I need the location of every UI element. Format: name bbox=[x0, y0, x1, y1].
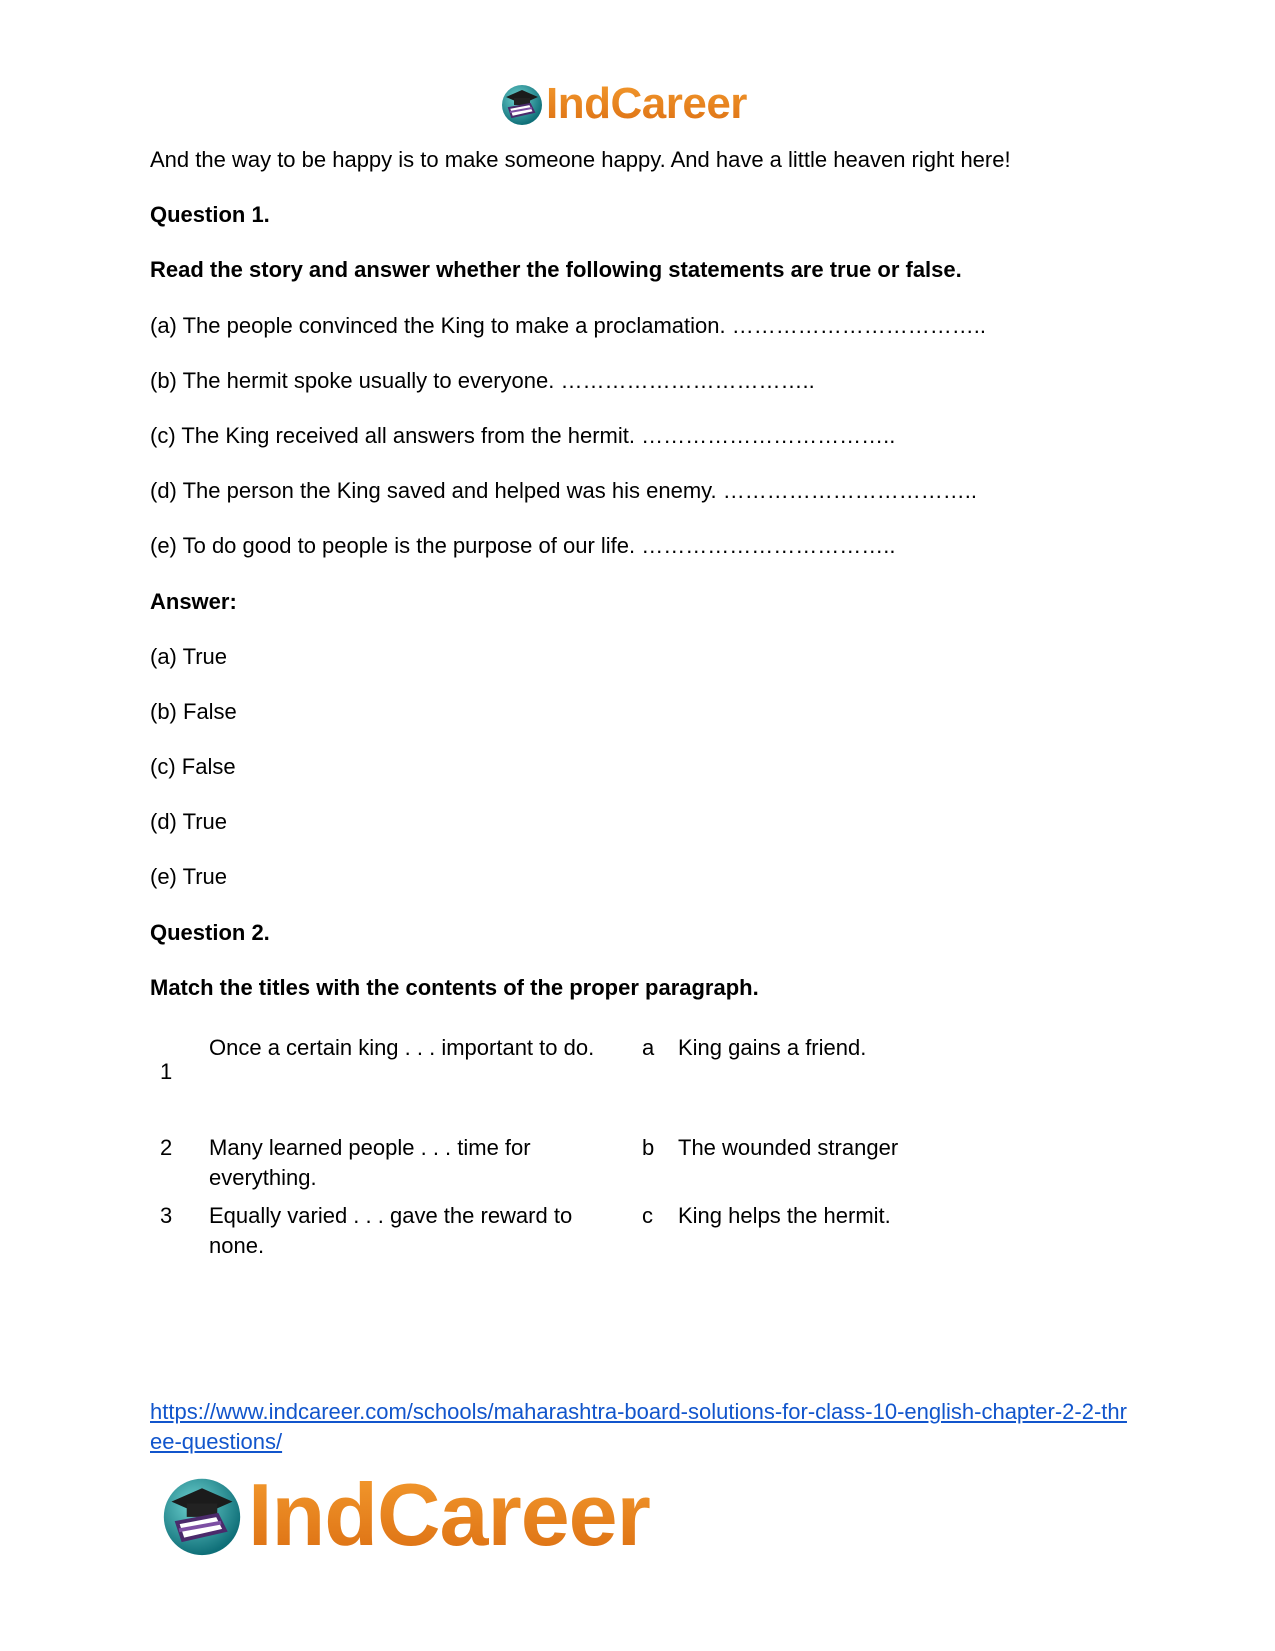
graduation-book-icon bbox=[500, 82, 544, 126]
statement-c: (c) The King received all answers from the hermit. …………………………….. bbox=[150, 422, 896, 448]
logo-wordmark: IndCareer bbox=[546, 79, 747, 128]
header-logo bbox=[500, 80, 747, 128]
row-right-text: The wounded stranger bbox=[678, 1135, 899, 1160]
question-2-instruction: Match the titles with the contents of the proper paragraph. bbox=[150, 974, 759, 1000]
row-number: 3 bbox=[160, 1203, 173, 1228]
answer-b: (b) False bbox=[150, 698, 237, 724]
statement-d: (d) The person the King saved and helped was his enemy. …………………………….. bbox=[150, 478, 977, 504]
statement-b: (b) The hermit spoke usually to everyone. …………………………….. bbox=[150, 367, 815, 393]
answer-a: (a) True bbox=[150, 643, 228, 669]
source-link[interactable]: https://www.indcareer.com/schools/maharashtra-board-solutions-for-class-10-english-chapter-2-2-three-questions/ bbox=[150, 1399, 1127, 1454]
main-content bbox=[150, 146, 1150, 1029]
question-1-heading: Question 1. bbox=[150, 202, 270, 228]
answer-label: Answer: bbox=[150, 588, 237, 614]
row-number: 2 bbox=[160, 1135, 173, 1160]
row-letter: a bbox=[642, 1035, 655, 1060]
row-number: 1 bbox=[160, 1059, 173, 1084]
logo-wordmark: IndCareer bbox=[248, 1465, 650, 1564]
row-left-text: Once a certain king . . . important to do. bbox=[209, 1035, 595, 1060]
statement-a: (a) The people convinced the King to make a proclamation. …………………………….. bbox=[150, 312, 986, 338]
graduation-book-icon bbox=[160, 1473, 244, 1557]
row-right-text: King gains a friend. bbox=[678, 1035, 867, 1060]
intro-text: And the way to be happy is to make someone happy. And have a little heaven right here! bbox=[150, 147, 1011, 172]
answer-c: (c) False bbox=[150, 754, 236, 780]
answer-e: (e) True bbox=[150, 864, 228, 890]
row-left-text: Many learned people . . . time for everything. bbox=[209, 1135, 531, 1190]
row-right-text: King helps the hermit. bbox=[678, 1203, 891, 1228]
row-left-text: Equally varied . . . gave the reward to none. bbox=[209, 1203, 573, 1258]
row-letter: b bbox=[642, 1135, 655, 1160]
question-1-instruction: Read the story and answer whether the following statements are true or false. bbox=[150, 257, 962, 283]
footer-logo bbox=[160, 1465, 650, 1564]
row-letter: c bbox=[642, 1203, 653, 1228]
statement-e: (e) To do good to people is the purpose of our life. …………………………….. bbox=[150, 533, 896, 559]
answer-d: (d) True bbox=[150, 809, 228, 835]
question-2-heading: Question 2. bbox=[150, 919, 270, 945]
